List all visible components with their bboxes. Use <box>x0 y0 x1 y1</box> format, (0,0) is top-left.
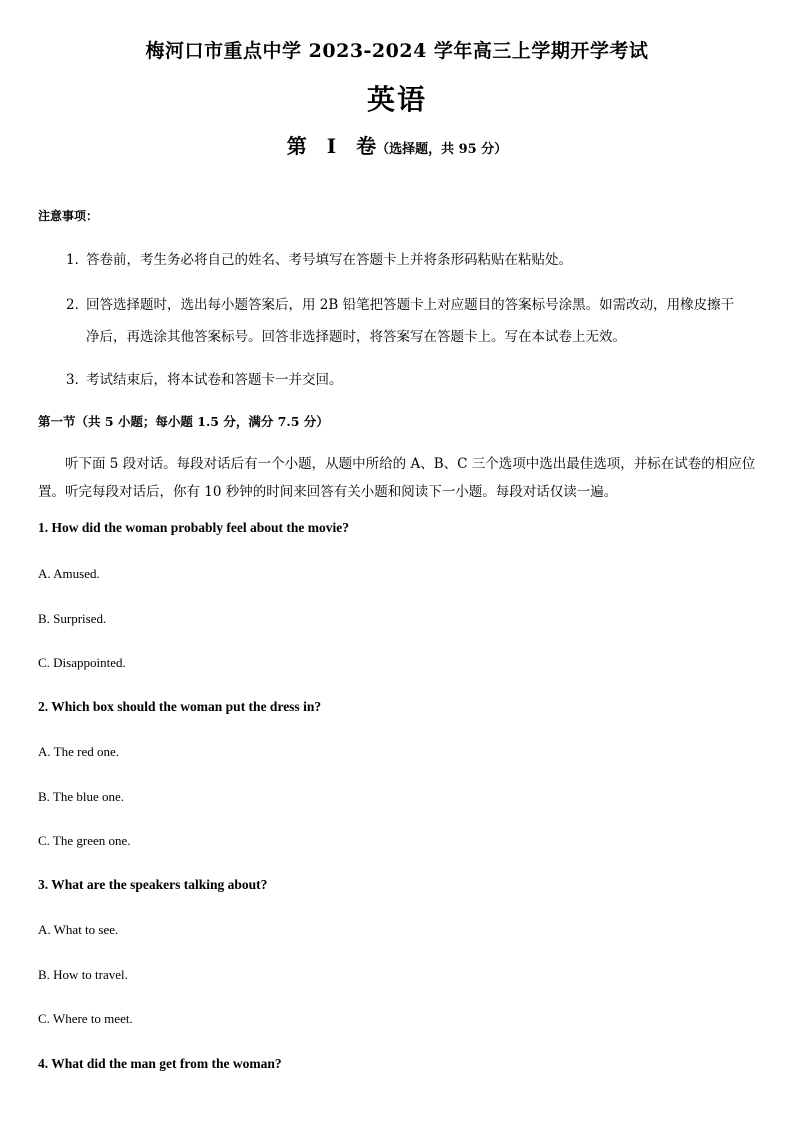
notice-item-text: 回答选择题时，选出每小题答案后，用 2B 铅笔把答题卡上对应题目的答案标号涂黑。如需改动，用橡皮擦干 <box>86 297 735 313</box>
notice-item-text: 答卷前，考生务必将自己的姓名、考号填写在答题卡上并将条形码粘贴在粘贴处。 <box>86 252 572 268</box>
question-stem: 1. How did the woman probably feel about the movie? <box>38 520 350 535</box>
question-stem: 3. What are the speakers talking about? <box>38 877 268 892</box>
exam-title: 梅河口市重点中学 2023-2024 学年高三上学期开学考试 <box>145 40 649 62</box>
question-option: B. Surprised. <box>38 611 107 626</box>
question-option: A. What to see. <box>38 922 119 937</box>
question-option: C. Where to meet. <box>38 1011 133 1026</box>
notice-item-number: 3． <box>66 372 89 388</box>
notice-item <box>66 289 764 353</box>
section-label: 第 I 卷 <box>286 134 377 158</box>
notice-item-text: 考试结束后，将本试卷和答题卡一并交回。 <box>86 372 343 388</box>
notice-item <box>66 244 764 276</box>
notice-item-number: 2． <box>66 297 89 313</box>
notice-heading: 注意事项： <box>38 209 99 223</box>
question-option: B. How to travel. <box>38 967 128 982</box>
question-option: C. Disappointed. <box>38 655 126 670</box>
question-option: A. The red one. <box>38 744 119 759</box>
section-note: （选择题，共 95 分） <box>376 142 508 157</box>
subject-title: 英语 <box>366 83 427 116</box>
question-option: C. The green one. <box>38 833 131 848</box>
question-option: B. The blue one. <box>38 789 125 804</box>
notice-item <box>66 364 764 396</box>
question-stem: 2. Which box should the woman put the dress in? <box>38 699 322 714</box>
listening-directions: 听下面 5 段对话。每段对话后有一个小题，从题中所给的 A、B、C 三个选项中选出最佳选项，并标在试卷的相应位置。听完每段对话后，你有 10 秒钟的时间来回答有关小题和阅读下一小题。每段对话仅读一遍。 <box>38 456 756 500</box>
part-heading: 第一节（共 5 小题；每小题 1.5 分，满分 7.5 分） <box>38 414 329 429</box>
notice-item-continuation: 净后，再选涂其他答案标号。回答非选择题时，将答案写在答题卡上。写在本试卷上无效。 <box>86 329 626 345</box>
question-option: A. Amused. <box>38 566 100 581</box>
section-heading <box>0 130 794 159</box>
question-stem: 4. What did the man get from the woman? <box>38 1056 282 1071</box>
notice-item-number: 1． <box>66 252 89 268</box>
